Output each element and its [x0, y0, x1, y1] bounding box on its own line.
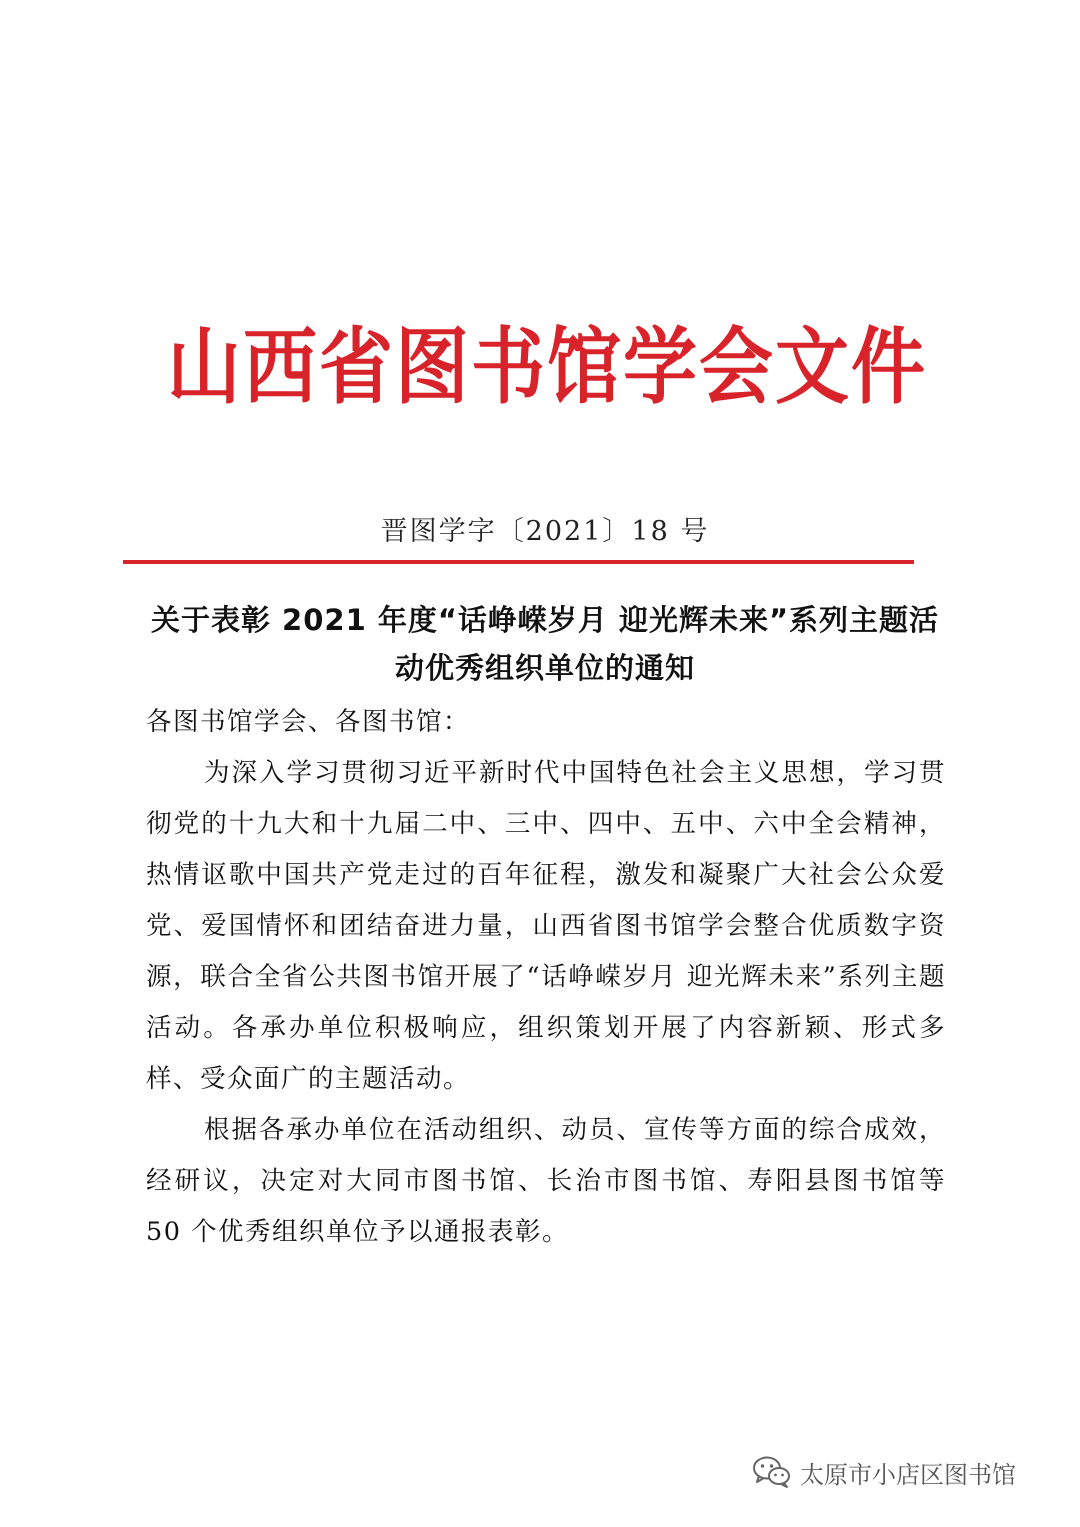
- notice-title-line-1: 关于表彰 2021 年度“话峥嵘岁月 迎光辉未来”系列主题活: [150, 603, 940, 637]
- body-paragraph-1: 为深入学习贯彻习近平新时代中国特色社会主义思想，学习贯彻党的十九大和十九届二中、三中、四中、五中、六中全会精神，热情讴歌中国共产党走过的百年征程，激发和凝聚广大社会公众爱党、爱国情怀和团结奋进力量，山西省图书馆学会整合优质数字资源，联合全省公共图书馆开展了“话峥嵘岁月 迎光辉未来”系列主题活动。各承办单位积极响应，组织策划开展了内容新颖、形式多样、受众面广的主题活动。: [146, 758, 946, 1094]
- body-paragraph-2: 根据各承办单位在活动组织、动员、宣传等方面的综合成效，经研议，决定对大同市图书馆、长治市图书馆、寿阳县图书馆等 50 个优秀组织单位予以通报表彰。: [146, 1115, 946, 1247]
- notice-title: [120, 596, 970, 692]
- wechat-icon: [752, 1455, 792, 1489]
- source-watermark: [752, 1447, 1016, 1497]
- watermark-text: 太原市小店区图书馆: [800, 1460, 1016, 1489]
- document-number: 晋图学字〔2021〕18 号: [380, 516, 710, 547]
- notice-title-line-2: 动优秀组织单位的通知: [394, 651, 695, 685]
- red-divider-line: [123, 560, 914, 564]
- salutation: 各图书馆学会、各图书馆：: [146, 707, 471, 737]
- document-header-title: 山西省图书馆学会文件: [167, 319, 927, 416]
